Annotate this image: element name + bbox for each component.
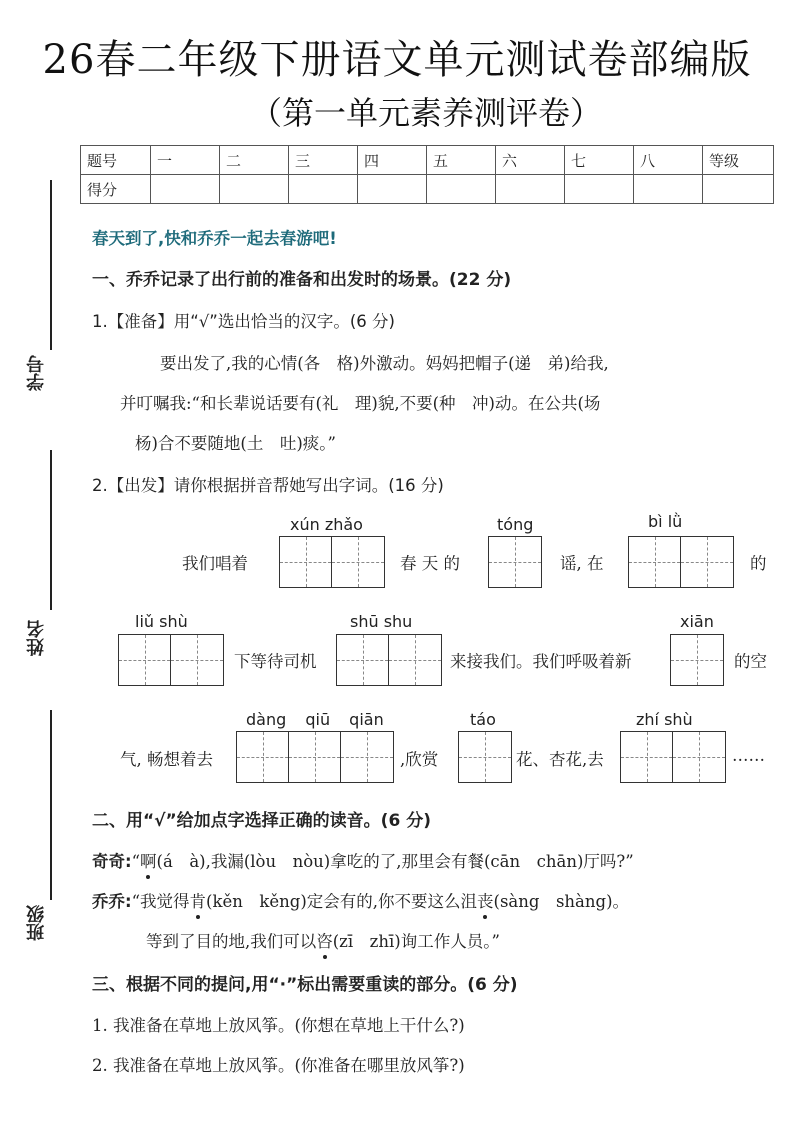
score-input-cell[interactable]	[358, 175, 427, 204]
score-cell: 一	[151, 146, 220, 175]
sentence-fragment: 我们唱着	[182, 554, 248, 573]
side-line	[50, 450, 52, 610]
sentence-fragment: 气, 畅想着去	[120, 750, 213, 769]
score-cell: 四	[358, 146, 427, 175]
dotted-char: 咨	[316, 928, 333, 952]
q1-line: 要出发了,我的心情(各 格)外激动。妈妈把帽子(递 弟)给我,	[160, 354, 609, 373]
writing-grid[interactable]	[488, 536, 542, 588]
score-input-cell[interactable]	[565, 175, 634, 204]
score-table-score-row	[81, 175, 774, 204]
q1-line: 杨)合不要随地(土 吐)痰。”	[135, 434, 336, 453]
writing-grid[interactable]	[628, 536, 734, 588]
writing-grid[interactable]	[236, 731, 394, 783]
text: (kěn kěng)定会有的,你不要这么沮	[206, 892, 478, 911]
score-cell: 二	[220, 146, 289, 175]
pinyin-label: xiān	[680, 612, 714, 631]
page-subtitle: （第一单元素养测评卷）	[250, 94, 603, 132]
text: (sàng shàng)。	[493, 892, 630, 911]
dialog-line	[146, 928, 500, 952]
text: (zī zhī)询工作人员。”	[332, 932, 500, 951]
score-table	[80, 145, 774, 204]
score-input-cell[interactable]	[289, 175, 358, 204]
dialog-line	[92, 848, 634, 872]
score-cell: 题号	[81, 146, 151, 175]
text: (á à),我漏	[156, 852, 244, 871]
intro-text: 春天到了,快和乔乔一起去春游吧!	[92, 229, 337, 248]
dotted-char: 肯	[190, 888, 207, 912]
dotted-char: 啊	[140, 848, 157, 872]
pinyin-label: bì lǜ	[648, 512, 683, 531]
score-input-cell[interactable]	[220, 175, 289, 204]
score-input-cell[interactable]	[496, 175, 565, 204]
score-cell: 七	[565, 146, 634, 175]
q2-title: 2.【出发】请你根据拼音帮她写出字词。(16 分)	[92, 476, 444, 495]
score-cell: 八	[634, 146, 703, 175]
section3-heading: 三、根据不同的提问,用“·”标出需要重读的部分。(6 分)	[92, 975, 518, 995]
text: (lòu nòu)拿吃的了,那里会有餐	[243, 852, 484, 871]
score-cell: 五	[427, 146, 496, 175]
sentence-fragment: 的空	[734, 652, 767, 671]
score-cell: 六	[496, 146, 565, 175]
text: “我觉得	[131, 892, 190, 911]
dotted-char: 丧	[477, 888, 494, 912]
pinyin-label: shū shu	[350, 612, 413, 631]
page-title: 26春二年级下册语文单元测试卷部编版	[42, 37, 752, 83]
section1-heading: 一、乔乔记录了出行前的准备和出发时的场景。(22 分)	[92, 270, 512, 290]
writing-grid[interactable]	[279, 536, 385, 588]
student-name-label: 姓名	[26, 620, 47, 656]
sentence-fragment: 下等待司机	[234, 652, 317, 671]
pinyin-label: tóng	[497, 515, 534, 534]
speaker-qiqi: 奇奇:	[92, 852, 132, 871]
writing-grid[interactable]	[336, 634, 442, 686]
dialog-line	[92, 888, 629, 912]
student-number-label: 学号	[26, 355, 47, 391]
speaker-qiaoqiao: 乔乔:	[92, 892, 132, 911]
sentence-fragment: 春 天 的	[400, 554, 460, 573]
pinyin-label: liǔ shù	[135, 612, 188, 631]
sentence-fragment: 花、杏花,去	[516, 750, 604, 769]
text: 等到了目的地,我们可以	[146, 932, 317, 951]
pinyin-label: táo	[470, 710, 496, 729]
writing-grid[interactable]	[118, 634, 224, 686]
q1-line: 并叮嘱我:“和长辈说话要有(礼 理)貌,不要(种 冲)动。在公共(场	[120, 394, 601, 413]
writing-grid[interactable]	[670, 634, 724, 686]
side-line	[50, 180, 52, 350]
pinyin-label: xún zhǎo	[290, 515, 363, 534]
text: (cān chān)厅吗?”	[484, 852, 634, 871]
pinyin-label: dàng qiū qiān	[246, 710, 384, 729]
sentence-fragment: 谣, 在	[560, 554, 604, 573]
score-input-cell[interactable]	[634, 175, 703, 204]
score-cell: 三	[289, 146, 358, 175]
sentence-fragment: 来接我们。我们呼吸着新	[450, 652, 632, 671]
pinyin-label: zhí shù	[636, 710, 693, 729]
sentence-fragment: ,欣赏	[400, 750, 439, 769]
sentence-fragment: 的	[750, 554, 767, 573]
score-input-cell[interactable]	[427, 175, 496, 204]
score-cell: 等级	[703, 146, 774, 175]
sentence-fragment: ……	[732, 746, 765, 765]
text: “	[131, 852, 141, 871]
writing-grid[interactable]	[620, 731, 726, 783]
side-line	[50, 710, 52, 900]
section3-question: 1. 我准备在草地上放风筝。(你想在草地上干什么?)	[92, 1016, 465, 1035]
q1-title: 1.【准备】用“√”选出恰当的汉字。(6 分)	[92, 312, 395, 331]
section2-heading: 二、用“√”给加点字选择正确的读音。(6 分)	[92, 811, 431, 831]
score-input-cell[interactable]	[703, 175, 774, 204]
writing-grid[interactable]	[458, 731, 512, 783]
class-label: 班级	[26, 905, 47, 941]
score-row-label: 得分	[81, 175, 151, 204]
score-table-header-row	[81, 146, 774, 175]
section3-question: 2. 我准备在草地上放风筝。(你准备在哪里放风筝?)	[92, 1056, 465, 1075]
score-input-cell[interactable]	[151, 175, 220, 204]
